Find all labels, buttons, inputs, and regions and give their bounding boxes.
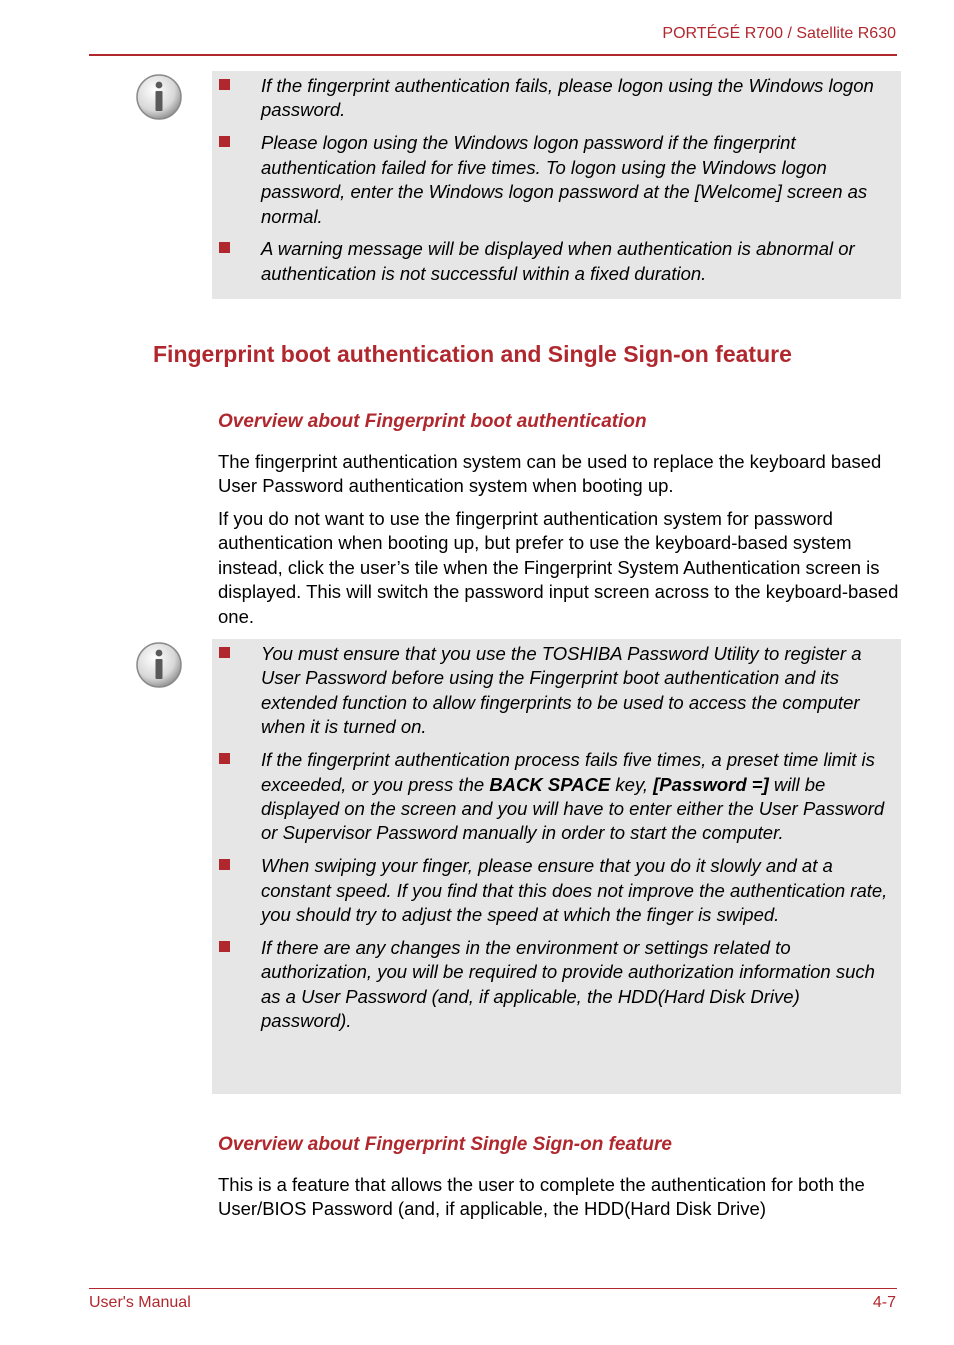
note-box-login — [212, 71, 901, 299]
list-item: When swiping your finger, please ensure that you do it slowly and at a constant speed. If you find that this does not improve the authentication rate, you should try to adjust the speed at which the finger is swiped. — [212, 854, 891, 927]
paragraph: This is a feature that allows the user to complete the authentication for both the User/BIOS Password (and, if applicable, the HDD(Hard Disk Drive) — [218, 1174, 865, 1220]
header-rule — [89, 54, 897, 56]
bullet-square — [219, 941, 230, 952]
list-item: If the fingerprint authentication fails, please logon using the Windows logon password. — [212, 74, 891, 123]
list-item: Please logon using the Windows logon password if the fingerprint authentication failed for five times. To logon using the Windows logon password, enter the Windows logon password at the [Welcome] screen as normal. — [212, 131, 891, 229]
paragraph: The fingerprint authentication system can be used to replace the keyboard based User Password authentication system when booting up. — [218, 451, 882, 497]
bullet-square — [219, 859, 230, 870]
page-header-title: PORTÉGÉ R700 / Satellite R630 — [662, 25, 896, 42]
list-item: A warning message will be displayed when authentication is abnormal or authentication is not successful within a fixed duration. — [212, 237, 891, 286]
list-item: If the fingerprint authentication process fails five times, a preset time limit is exceeded, or you press the BACK SPACE key, [Password =] will be displayed on the screen and you will have to enter either the User Password or Supervisor Password manually in order to start the computer. — [212, 748, 891, 846]
paragraph: If you do not want to use the fingerprint authentication system for password authentication when booting up, but prefer to use the keyboard-based system instead, click the user’s tile when the Fingerprint System Authentication screen is displayed. This will switch the password input screen across to the keyboard-based one. — [218, 508, 899, 627]
bullet-square — [219, 753, 230, 764]
info-icon — [135, 72, 185, 122]
bullet-square — [219, 79, 230, 90]
bullet-square — [219, 647, 230, 658]
subsection-title-boot: Overview about Fingerprint boot authentication — [218, 411, 647, 432]
info-icon — [135, 640, 185, 690]
footer-manual-label: User's Manual — [89, 1294, 191, 1311]
bullet-square — [219, 242, 230, 253]
note-box-boot — [212, 639, 901, 1094]
bullet-square — [219, 136, 230, 147]
list-item: You must ensure that you use the TOSHIBA Password Utility to register a User Password before using the Fingerprint boot authentication and its extended function to allow fingerprints to be used to access the computer when it is turned on. — [212, 642, 891, 740]
page-number: 4-7 — [872, 1294, 896, 1311]
section-title: Fingerprint boot authentication and Single Sign-on feature — [153, 341, 792, 367]
list-item: If there are any changes in the environment or settings related to authorization, you will be required to provide authorization information such as a User Password (and, if applicable, the HDD(Hard Disk Drive) password). — [212, 936, 891, 1034]
subsection-title-sso: Overview about Fingerprint Single Sign-on feature — [218, 1134, 672, 1155]
footer-rule — [89, 1288, 897, 1289]
